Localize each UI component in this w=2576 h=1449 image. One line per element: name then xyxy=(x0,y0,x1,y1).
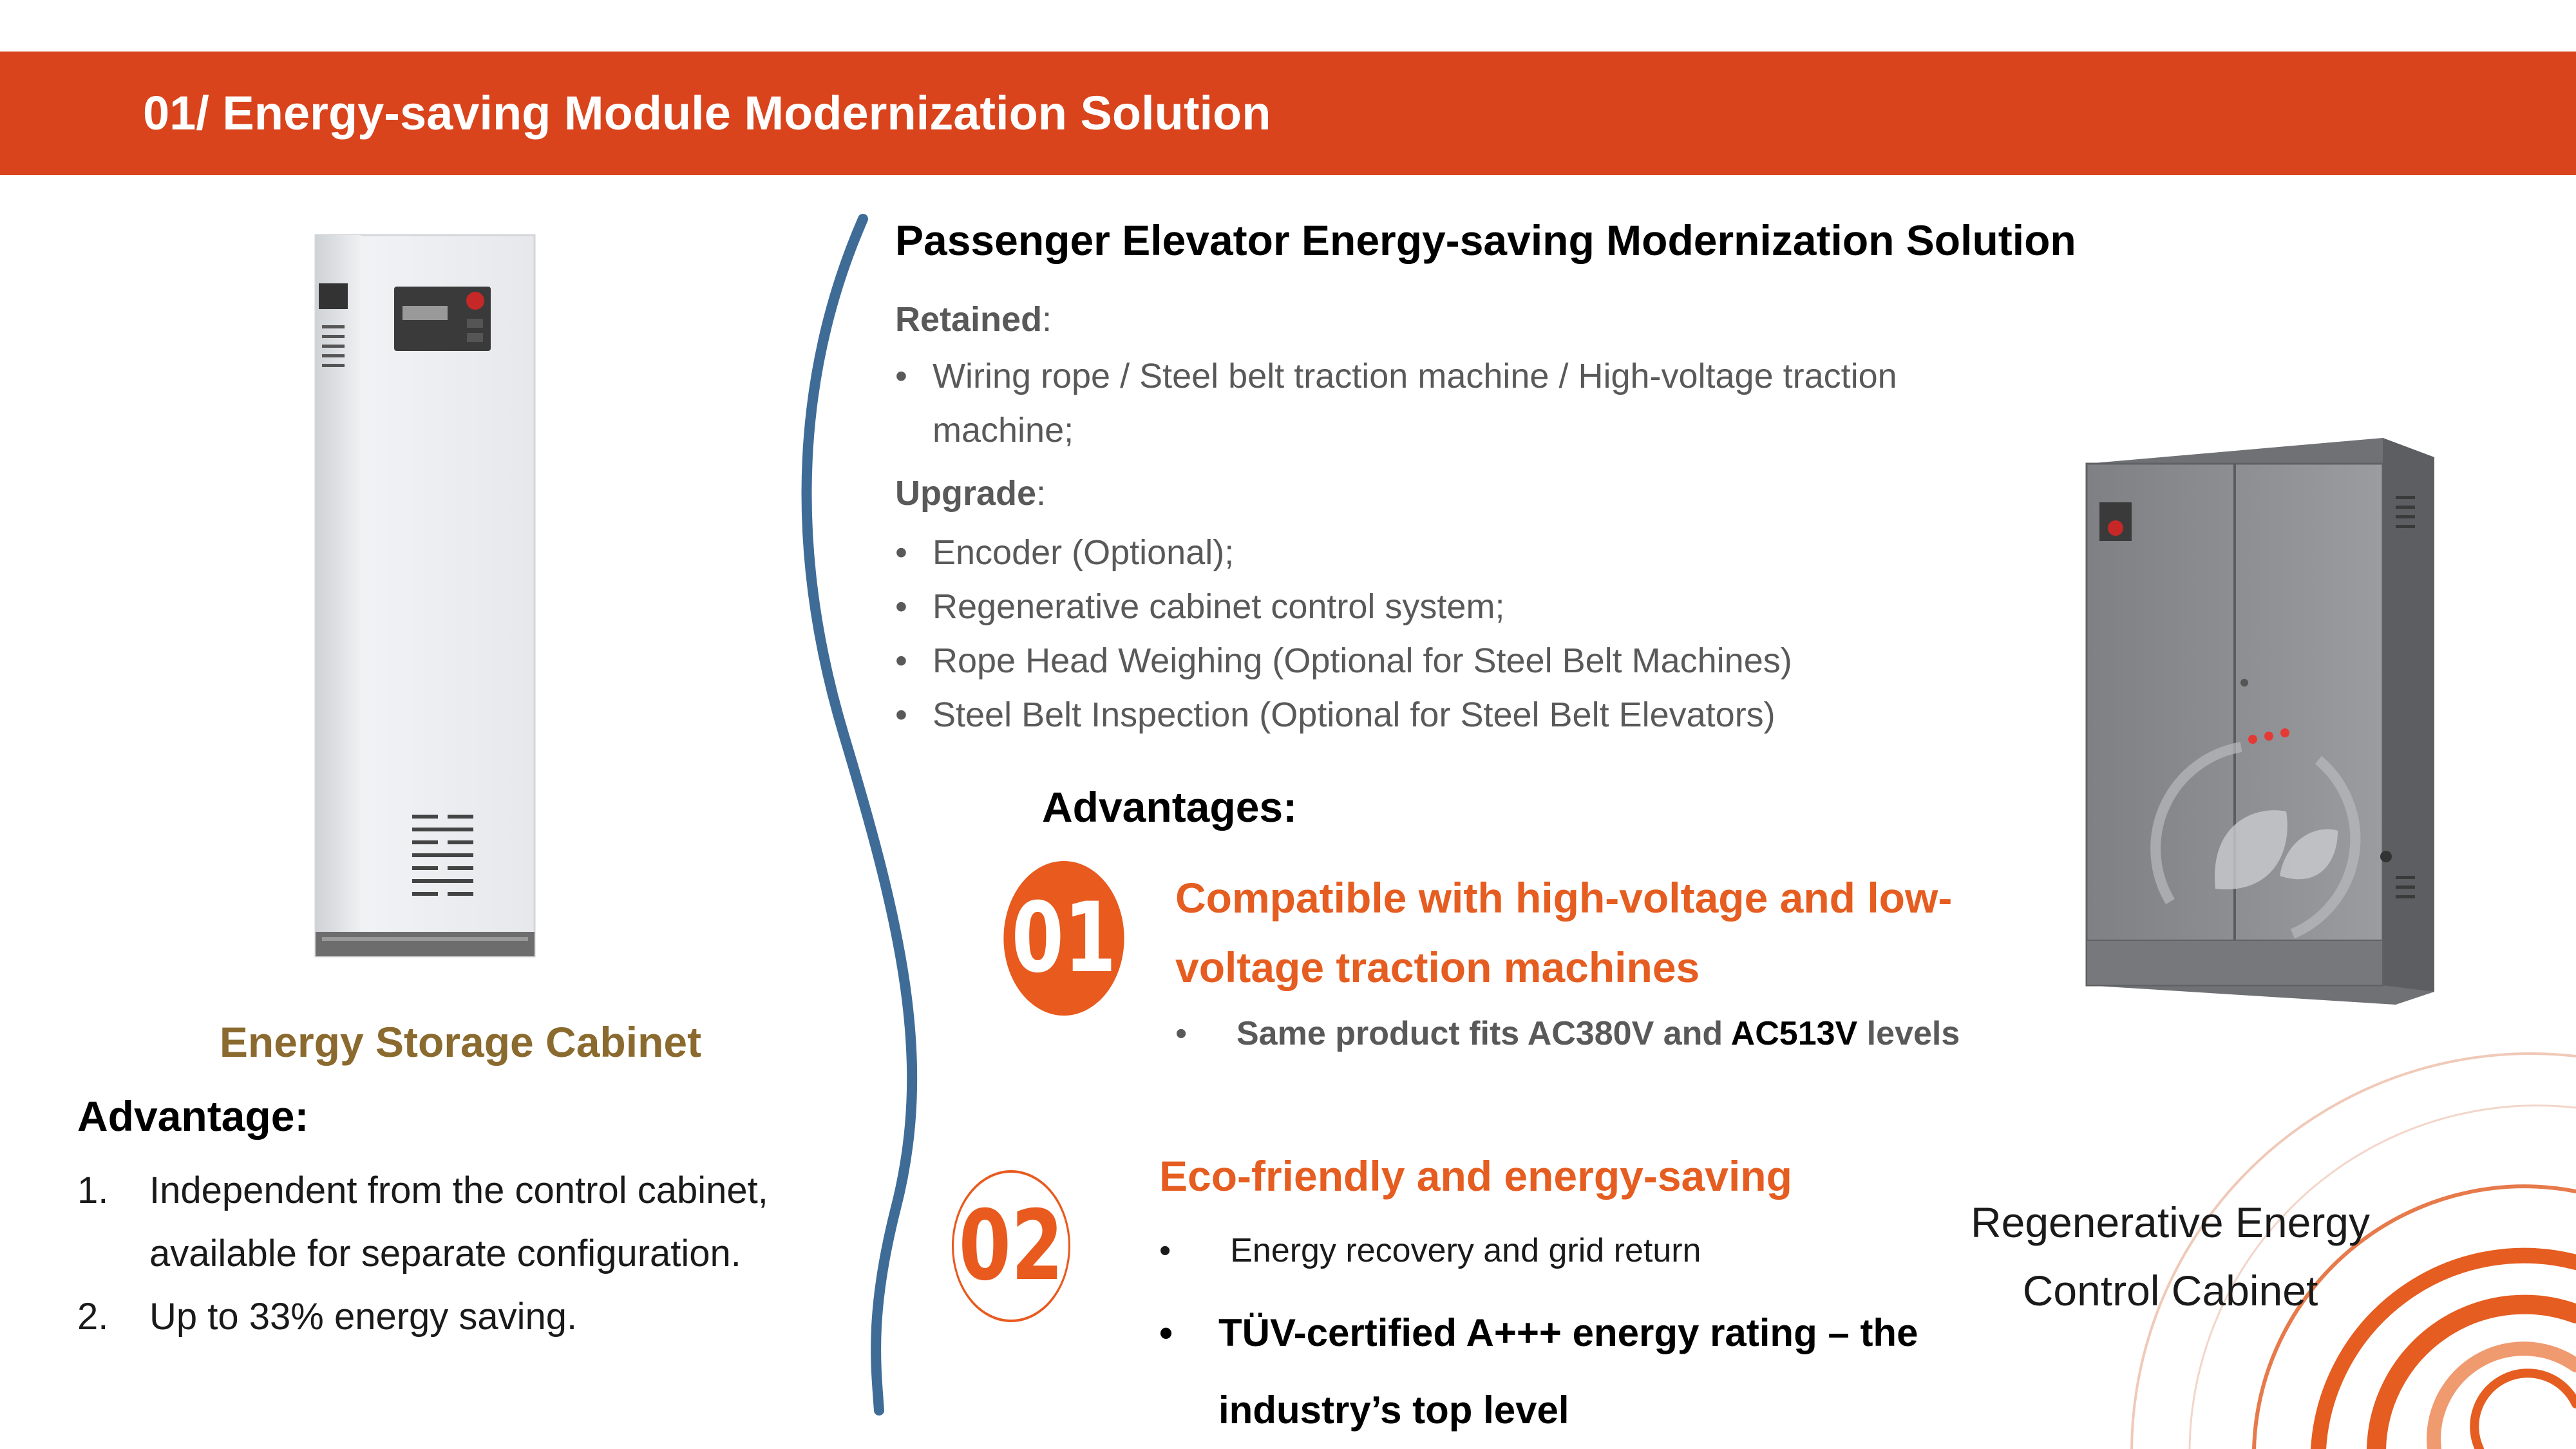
list-item-text: Up to 33% energy saving. xyxy=(149,1296,578,1338)
advantage-2-bullet xyxy=(1159,1294,1964,1449)
energy-storage-cabinet-image xyxy=(303,229,547,963)
left-advantage-heading: Advantage: xyxy=(77,1092,309,1140)
colon: : xyxy=(1042,300,1052,339)
bullet-glyph: • xyxy=(1175,1015,1188,1052)
advantage-2-bullet xyxy=(1159,1231,1701,1270)
advantage-number-badge: 01 xyxy=(1003,861,1124,1016)
energy-storage-cabinet-caption: Energy Storage Cabinet xyxy=(219,1018,702,1066)
bullet-text: Energy recovery and grid return xyxy=(1230,1232,1701,1269)
upgrade-label-text: Upgrade xyxy=(895,474,1037,513)
advantage-2-title: Eco-friendly and energy-saving xyxy=(1159,1152,1792,1200)
regenerative-cabinet-image xyxy=(2074,425,2447,1011)
bullet-text: levels xyxy=(1857,1015,1960,1052)
retained-list xyxy=(895,349,1926,457)
list-item-text: Independent from the control cabinet, available for separate configuration. xyxy=(149,1170,768,1274)
list-item: • Wiring rope / Steel belt traction machine / High-voltage traction machine; xyxy=(895,349,1926,457)
bullet-text: TÜV-certified A+++ energy rating – the industry’s top level xyxy=(1218,1311,1918,1432)
advantages-heading: Advantages: xyxy=(1042,783,1298,831)
list-item-number: 1. xyxy=(77,1170,109,1211)
voltage-highlight: AC513V xyxy=(1730,1015,1858,1052)
regenerative-cabinet-caption: Regenerative Energy Control Cabinet xyxy=(1970,1198,2371,1314)
list-item-number: 2. xyxy=(77,1296,109,1338)
retained-label xyxy=(895,299,1052,339)
advantage-1-title: Compatible with high-voltage and low-voltage traction machines xyxy=(1175,874,1953,991)
bullet-glyph: • xyxy=(1159,1232,1171,1269)
bullet-text: Same product fits AC380V and xyxy=(1236,1015,1731,1052)
list-item: • Encoder (Optional); xyxy=(895,526,1926,580)
solution-title: Passenger Elevator Energy-saving Modernization Solution xyxy=(895,216,2076,264)
bullet-glyph: • xyxy=(1159,1311,1173,1354)
page-title: 01/ Energy-saving Module Modernization Solution xyxy=(143,86,1271,140)
retained-label-text: Retained xyxy=(895,300,1043,339)
upgrade-label xyxy=(895,473,1046,513)
list-item: • Steel Belt Inspection (Optional for Steel Belt Elevators) xyxy=(895,688,1926,742)
left-advantage-list xyxy=(77,1159,914,1349)
advantage-number-badge: 02 xyxy=(952,1170,1070,1322)
list-item xyxy=(77,1285,914,1349)
list-item: • Rope Head Weighing (Optional for Steel Belt Machines) xyxy=(895,634,1926,688)
list-item: • Regenerative cabinet control system; xyxy=(895,580,1926,634)
list-item xyxy=(77,1159,914,1285)
upgrade-list xyxy=(895,526,1926,742)
header-bar xyxy=(0,52,2576,175)
advantage-1-bullet xyxy=(1175,1014,1960,1053)
colon: : xyxy=(1036,474,1046,513)
